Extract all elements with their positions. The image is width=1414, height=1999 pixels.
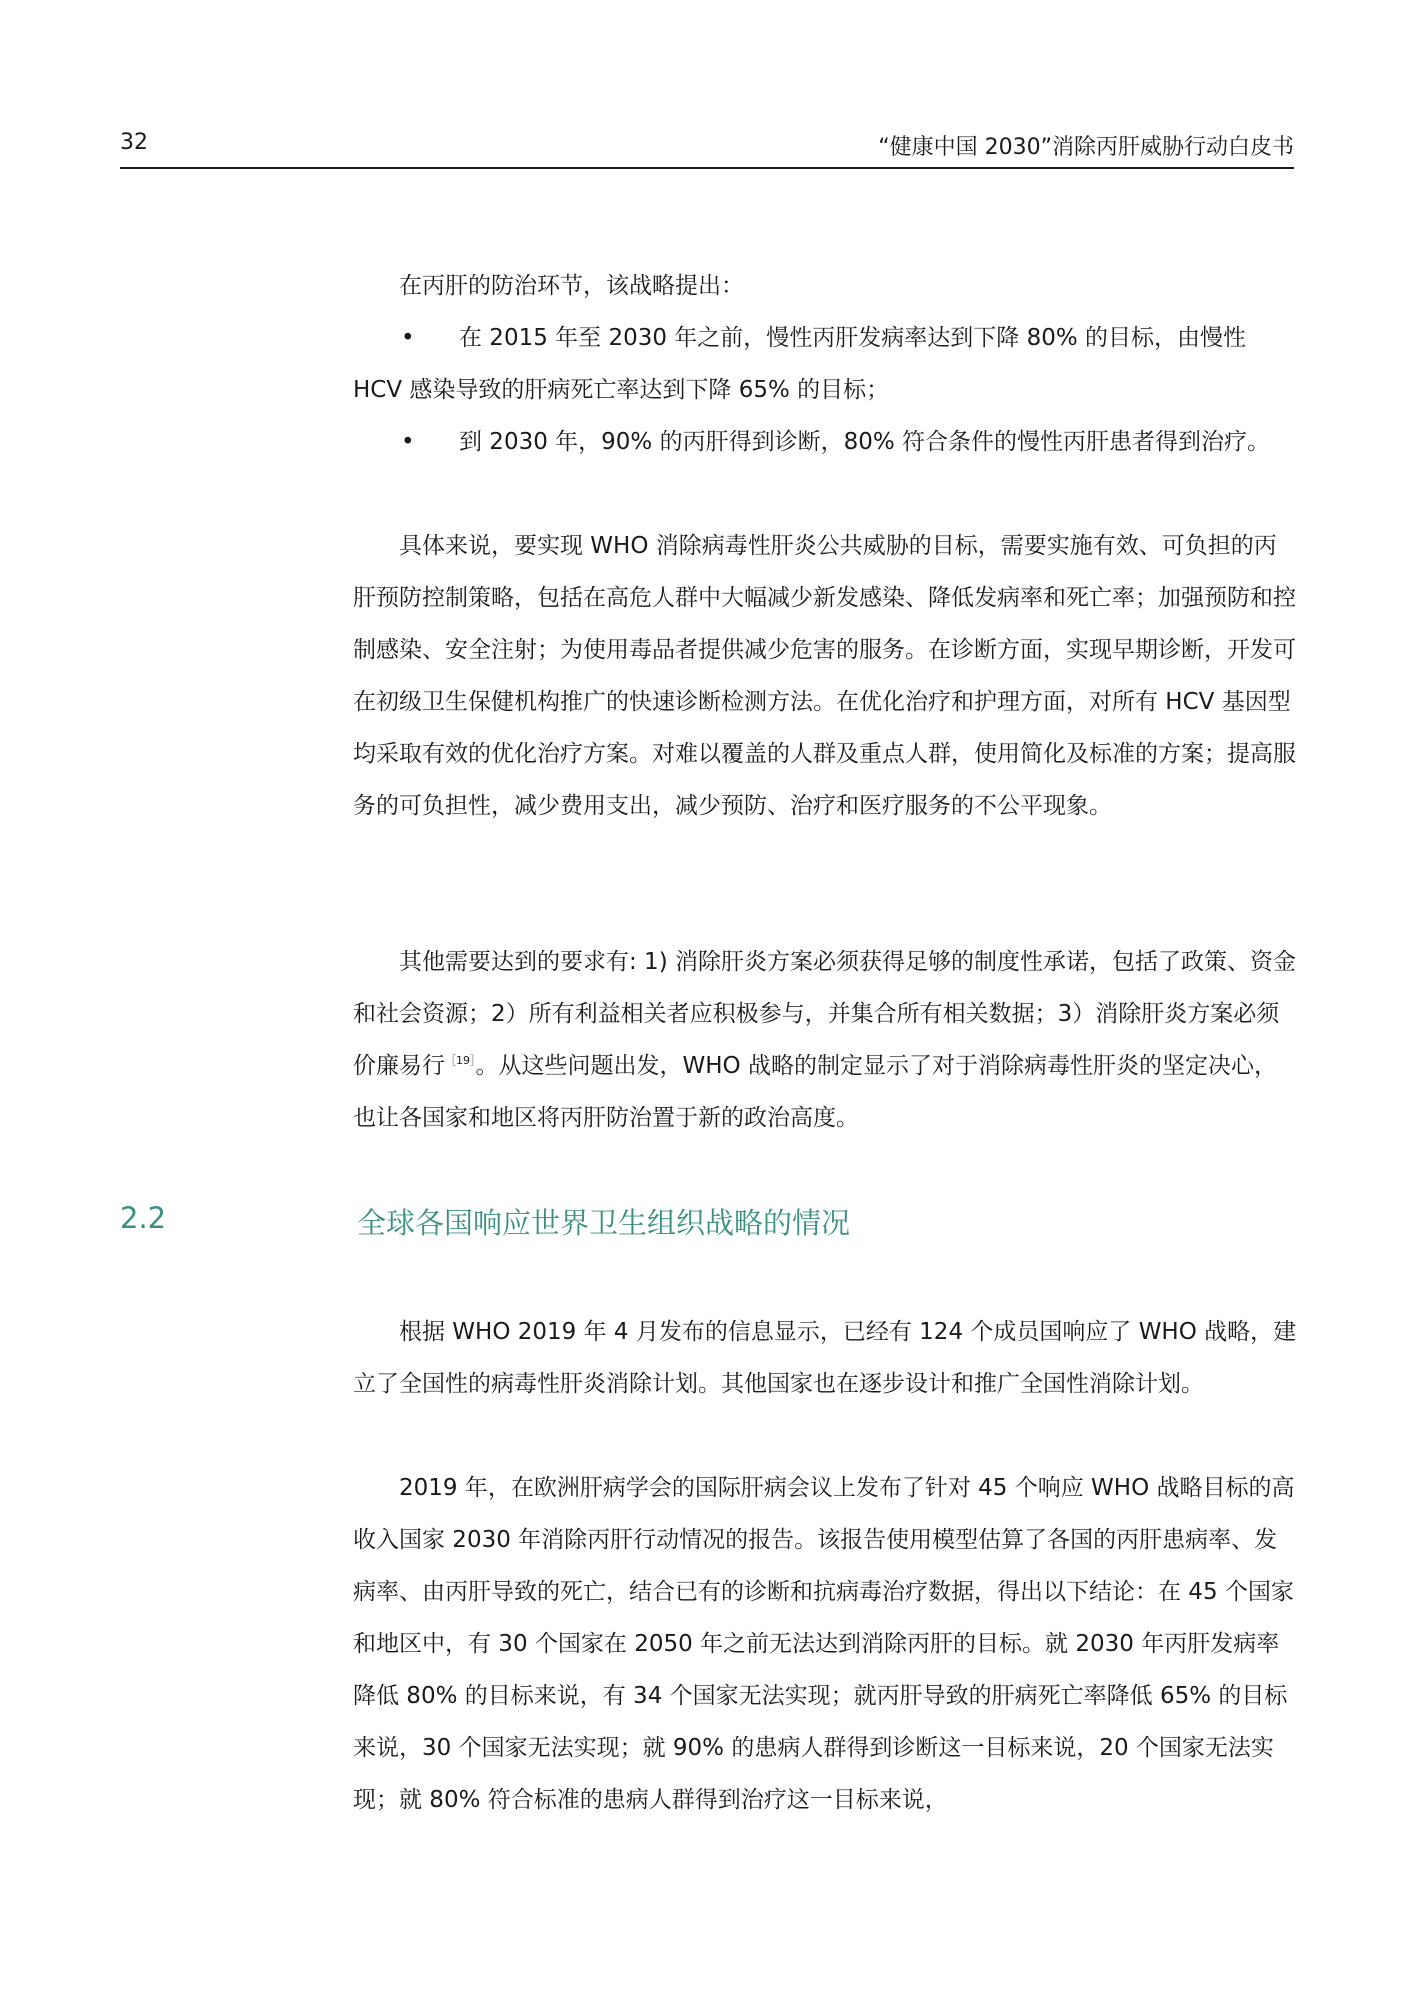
paragraph: [353, 936, 1298, 1144]
paragraph: 2019 年，在欧洲肝病学会的国际肝病会议上发布了针对 45 个响应 WHO 战略目标的高收入国家 2030 年消除丙肝行动情况的报告。该报告使用模型估算了各国的丙肝患病率、发病率、由丙肝导致的死亡，结合已有的诊断和抗病毒治疗数据，得出以下结论：在 45 个国家和地区中，有 30 个国家在 2050 年之前无法达到消除丙肝的目标。就 2030 年丙肝发病率降低 80% 的目标来说，有 34 个国家无法实现；就丙肝导致的肝病死亡率降低 65% 的目标来说，30 个国家无法实现；就 90% 的患病人群得到诊断这一目标来说，20 个国家无法实现；就 80% 符合标准的患病人群得到治疗这一目标来说，: [353, 1475, 1295, 1813]
paragraph-text: 其他需要达到的要求有: 1) 消除肝炎方案必须获得足够的制度性承诺，包括了政策、资金和社会资源；2）所有利益相关者应积极参与，并集合所有相关数据；3）消除肝炎方案必须价廉易行: [353, 949, 1296, 1079]
section-title: 全球各国响应世界卫生组织战略的情况: [357, 1206, 851, 1240]
bullet-item: [353, 416, 1298, 468]
section-number: 2.2: [120, 1201, 167, 1235]
bullet-dot: •: [401, 325, 415, 351]
bullet-text: 到 2030 年，90% 的丙肝得到诊断，80% 符合条件的慢性丙肝患者得到治疗。: [459, 429, 1271, 455]
bullet-dot: •: [401, 429, 415, 455]
citation-ref: ［19］: [445, 1054, 476, 1067]
page-number: 32: [120, 130, 148, 155]
bullet-item: [353, 312, 1298, 416]
bullet-text: 在 2015 年至 2030 年之前，慢性丙肝发病率达到下降 80% 的目标，由慢性 HCV 感染导致的肝病死亡率达到下降 65% 的目标；: [353, 325, 1247, 403]
paragraph-text: 。从这些问题出发，WHO 战略的制定显示了对于消除病毒性肝炎的坚定决心，也让各国家和地区将丙肝防治置于新的政治高度。: [353, 1053, 1277, 1131]
intro-text: 在丙肝的防治环节，该战略提出：: [399, 273, 744, 299]
paragraph: 具体来说，要实现 WHO 消除病毒性肝炎公共威胁的目标，需要实施有效、可负担的丙肝预防控制策略，包括在高危人群中大幅减少新发感染、降低发病率和死亡率；加强预防和控制感染、安全注射；为使用毒品者提供减少危害的服务。在诊断方面，实现早期诊断，开发可在初级卫生保健机构推广的快速诊断检测方法。在优化治疗和护理方面，对所有 HCV 基因型均采取有效的优化治疗方案。对难以覆盖的人群及重点人群，使用简化及标准的方案；提高服务的可负担性，减少费用支出，减少预防、治疗和医疗服务的不公平现象。: [353, 533, 1296, 819]
running-title: “健康中国 2030”消除丙肝威胁行动白皮书: [878, 135, 1294, 160]
paragraph: 根据 WHO 2019 年 4 月发布的信息显示，已经有 124 个成员国响应了 WHO 战略，建立了全国性的病毒性肝炎消除计划。其他国家也在逐步设计和推广全国性消除计划。: [353, 1319, 1297, 1397]
header-rule: [120, 167, 1294, 169]
